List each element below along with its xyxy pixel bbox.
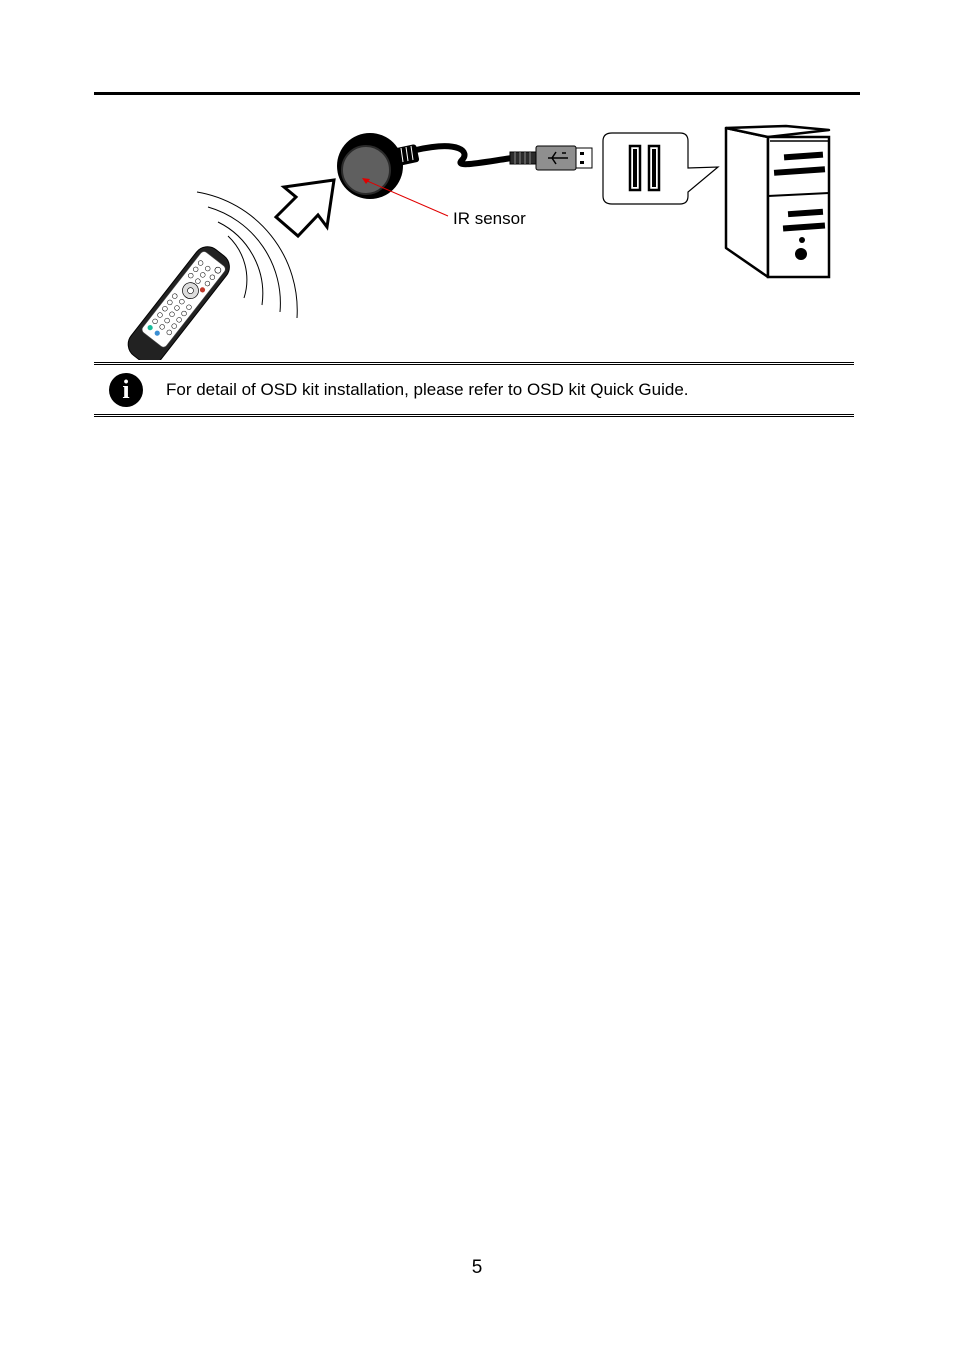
- usb-port-callout: [603, 133, 718, 204]
- remote-control-icon: [123, 241, 235, 360]
- usb-plug-icon: [510, 146, 592, 170]
- usb-cable: [416, 146, 512, 164]
- info-icon: i: [109, 373, 143, 407]
- ir-sensor-label: IR sensor: [453, 209, 526, 228]
- osd-kit-illustration: [94, 110, 860, 360]
- page-number: 5: [471, 1257, 483, 1278]
- direction-arrow-icon: [276, 180, 334, 236]
- info-note: [94, 362, 854, 417]
- pc-tower-icon: [726, 126, 829, 277]
- note-text: For detail of OSD kit installation, please refer to OSD kit Quick Guide.: [166, 380, 689, 399]
- header-rule: [94, 92, 860, 95]
- ir-sensor-icon: [337, 133, 403, 199]
